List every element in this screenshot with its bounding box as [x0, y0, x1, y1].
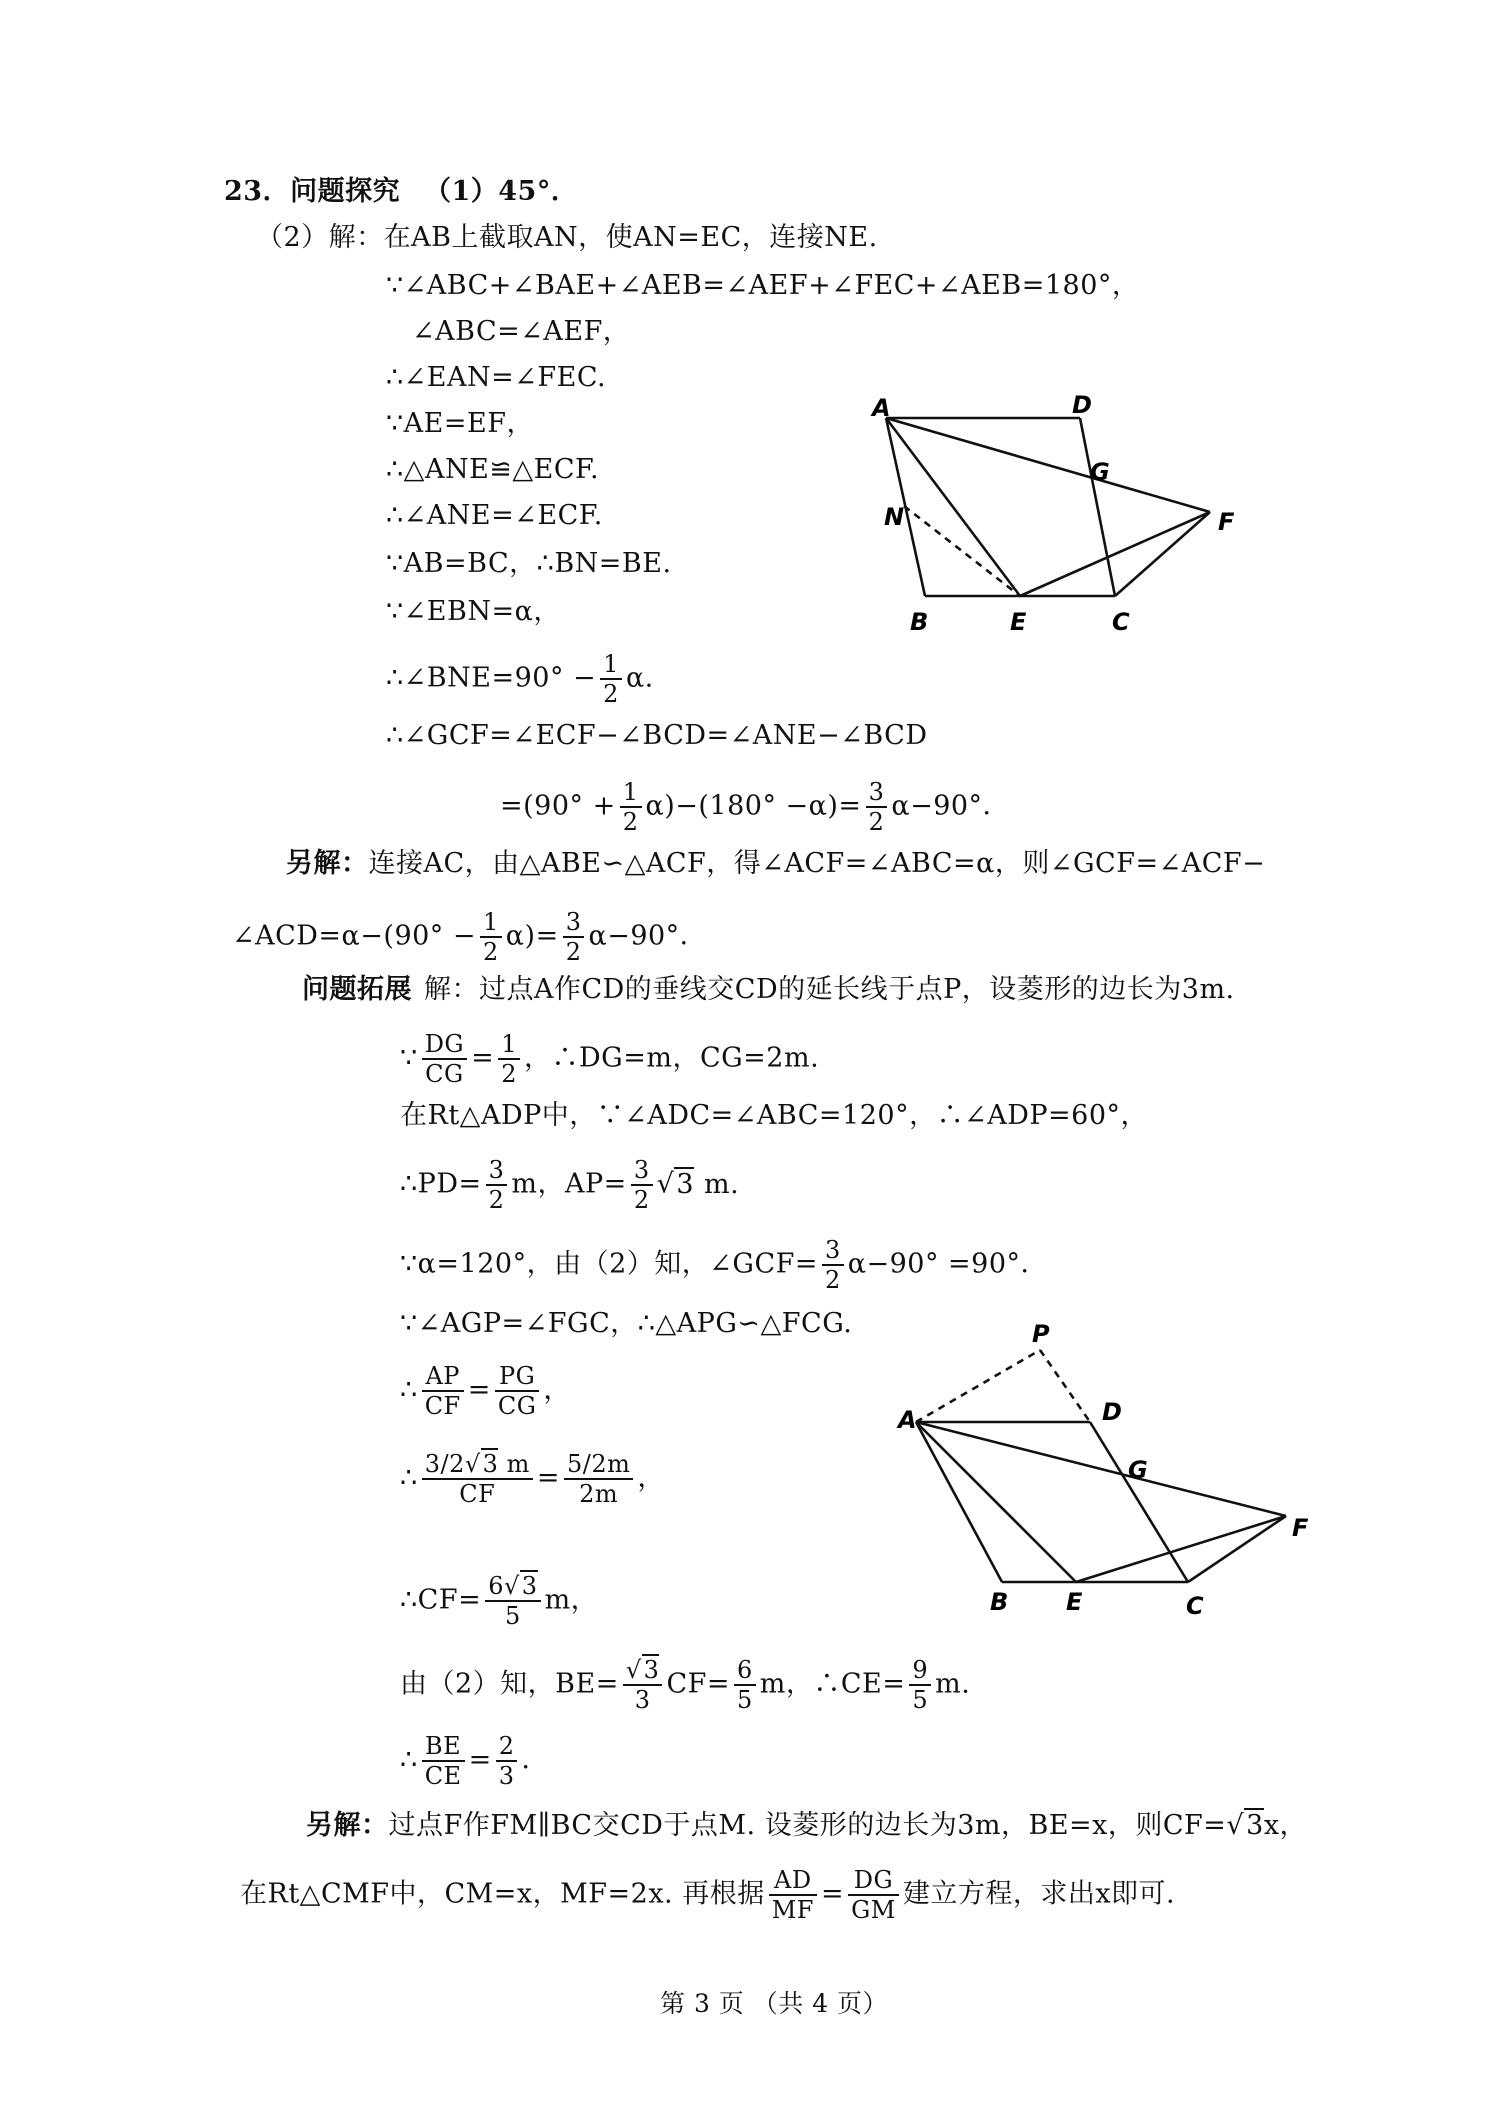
step-line: ∵∠ABC+∠BAE+∠AEB=∠AEF+∠FEC+∠AEB=180°，	[386, 270, 1140, 301]
alt-label: 另解：	[286, 848, 369, 879]
label-E: E	[1066, 1588, 1083, 1616]
page-footer: 第 3 页 （共 4 页）	[660, 1989, 889, 2018]
bne-line: ∴∠BNE=90° − $\frac{1}{2}$ α.	[386, 650, 654, 708]
exploration-heading: 23．问题探究	[224, 176, 401, 207]
rt-adp-line: 在Rt△ADP中，∵∠ADC=∠ABC=120°，∴∠ADP=60°，	[400, 1100, 1149, 1131]
pd-ap-line: ∴PD= $\frac{3}{2}$ m，AP= $\frac{3}{2}$ √3 m.	[400, 1156, 740, 1214]
geometry-figure-2	[890, 1320, 1340, 1620]
similar-triangles-line: ∵∠AGP=∠FGC，∴△APG∽△FCG.	[400, 1308, 853, 1339]
half-fraction: $\frac{1}{2}$	[600, 650, 622, 708]
step-line: ∵∠EBN=α，	[386, 596, 561, 627]
label-N: N	[884, 503, 905, 531]
step-line: ∴∠EAN=∠FEC.	[386, 362, 607, 393]
step-line: ∠ABC=∠AEF，	[412, 316, 631, 347]
cf-result-line: ∴CF= $\frac{6√3}{5}$ m，	[400, 1572, 599, 1630]
ratio-line: ∵ $\frac{DG}{CG}$ = $\frac{1}{2}$ ，∴DG=m，CG=2m.	[400, 1030, 820, 1088]
step-line: ∵AB=BC，∴BN=BE.	[386, 548, 672, 579]
alt-solution-1-line2: ∠ACD=α−(90° − $\frac{1}{2}$ α)= $\frac{3}{2}$ α−90°．	[232, 908, 708, 966]
label-A: A	[898, 1406, 917, 1434]
label-E: E	[1010, 608, 1027, 636]
extension-intro: 问题拓展 解：过点A作CD的垂线交CD的延长线于点P，设菱形的边长为3m.	[302, 974, 1235, 1005]
label-D: D	[1102, 1398, 1122, 1426]
label-A: A	[872, 394, 891, 422]
step-line: ∴∠ANE=∠ECF.	[386, 500, 603, 531]
gcf-result: =(90° + $\frac{1}{2}$ α)−(180° −α)= $\frac{3}{2}$ α−90°．	[500, 778, 1011, 836]
label-G: G	[1128, 1456, 1148, 1484]
question-number	[224, 174, 578, 210]
geometry-figure-1	[860, 380, 1260, 650]
gcf-line: ∴∠GCF=∠ECF−∠BCD=∠ANE−∠BCD	[386, 720, 928, 751]
part2-intro: （2）解：在AB上截取AN，使AN=EC，连接NE.	[256, 222, 878, 253]
final-ratio-line: ∴ $\frac{BE}{CE}$ = $\frac{2}{3}$ ．	[400, 1732, 549, 1790]
label-F: F	[1292, 1514, 1309, 1542]
extension-heading: 问题拓展	[302, 974, 412, 1005]
substitution-line: ∴ $\frac{3/2√3 m}{CF}$ = $\frac{5/2m}{2m}$ ，	[400, 1450, 665, 1508]
label-B: B	[990, 1588, 1009, 1616]
label-B: B	[910, 608, 929, 636]
label-D: D	[1072, 391, 1092, 419]
step-line: ∴△ANE≌△ECF.	[386, 454, 600, 485]
alt-solution-2: 另解：过点F作FM∥BC交CD于点M. 设菱形的边长为3m，BE=x，则CF=√3x，	[306, 1810, 1308, 1841]
be-ce-line: 由（2）知，BE= $\frac{√3}{3}$ CF= $\frac{6}{5}$ m，∴CE= $\frac{9}{5}$ m.	[400, 1656, 971, 1714]
label-P: P	[1032, 1320, 1050, 1348]
label-C: C	[1186, 1592, 1204, 1620]
label-G: G	[1090, 458, 1110, 486]
alpha-line: ∵α=120°，由（2）知，∠GCF= $\frac{3}{2}$ α−90° =90°．	[400, 1236, 1049, 1294]
part1-answer: （1）45°．	[423, 176, 579, 207]
label-C: C	[1112, 608, 1130, 636]
alt-solution-2-line2: 在Rt△CMF中，CM=x，MF=2x. 再根据 $\frac{AD}{MF}$ = $\frac{DG}{GM}$ 建立方程，求出x即可.	[240, 1866, 1176, 1924]
proportion-line: ∴ $\frac{AP}{CF}$ = $\frac{PG}{CG}$ ，	[400, 1362, 571, 1420]
label-F: F	[1218, 508, 1235, 536]
step-line: ∵AE=EF，	[386, 408, 534, 439]
alt-solution-1: 另解：连接AC，由△ABE∽△ACF，得∠ACF=∠ABC=α，则∠GCF=∠ACF−	[286, 848, 1266, 879]
